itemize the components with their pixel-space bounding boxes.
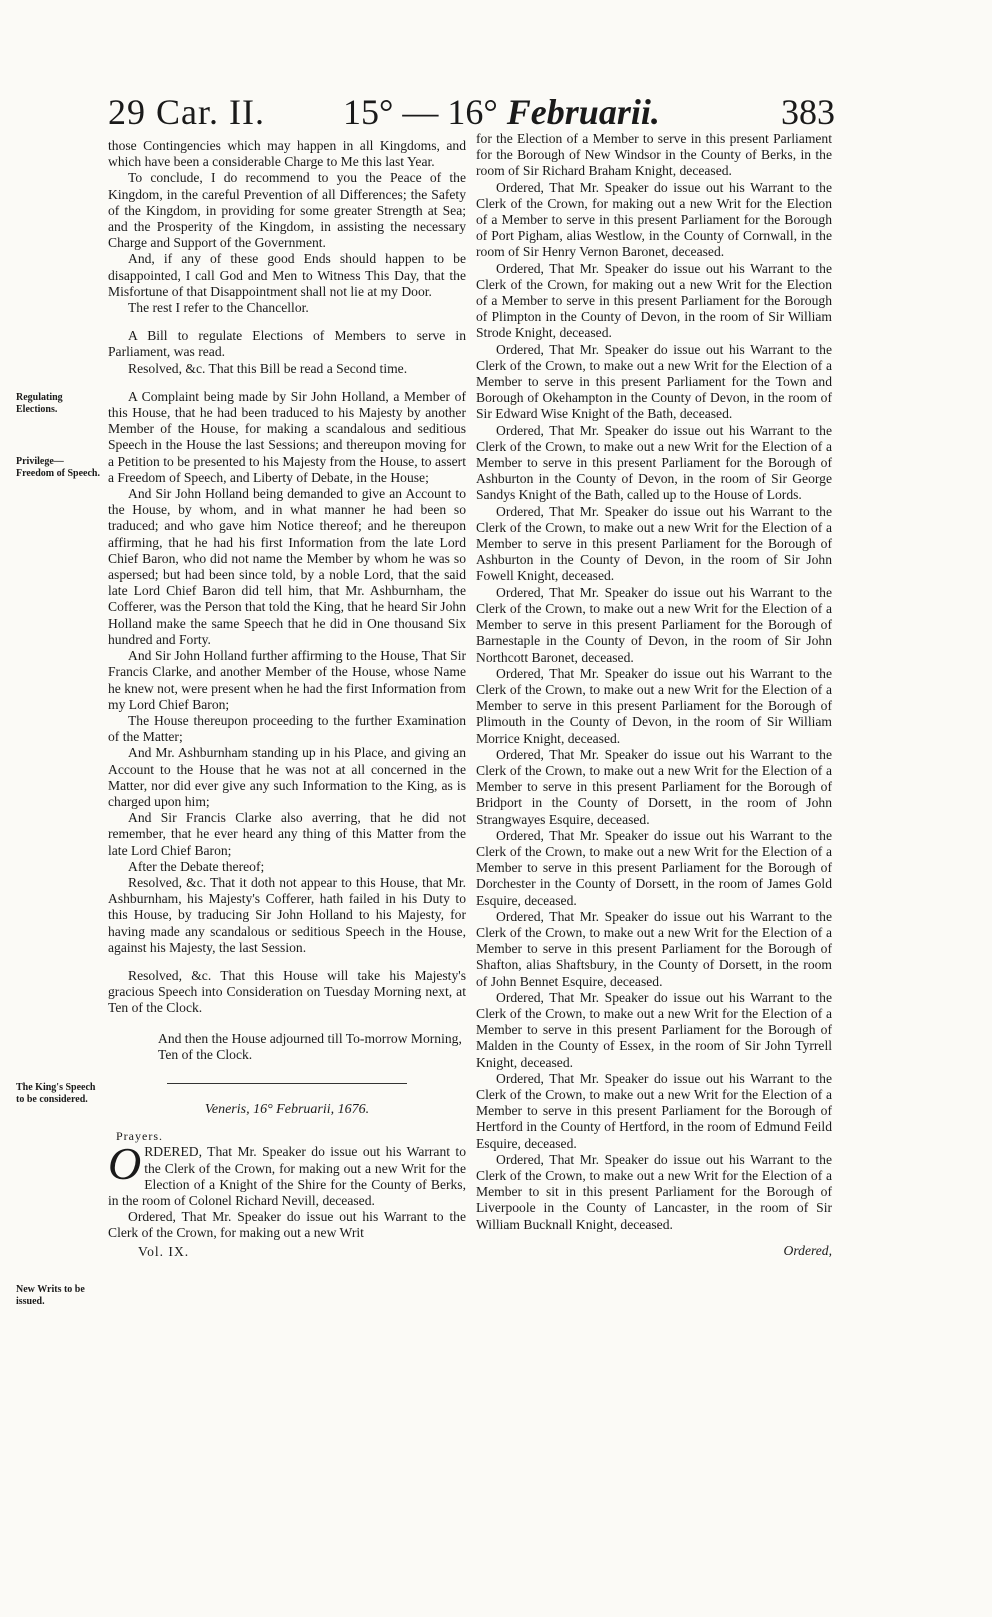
paragraph: those Contingencies which may happen in all Kingdoms, and which have been a considerable Charge to Me this last Year. (108, 138, 466, 170)
margin-note-regulating-elections: Regulating Elections. (16, 392, 63, 415)
paragraph: Ordered, That Mr. Speaker do issue out his Warrant to the Clerk of the Crown, to make out a new Writ for the Election of a Member to serve in this present Parliament for the Borough of Shafton, alias Shaftsbury, in the County of Dorsett, in the room of John Bennet Esquire, deceased. (476, 908, 832, 989)
section-divider (167, 1083, 407, 1084)
paragraph: And Sir John Holland being demanded to give an Account to the House, by whom, and in what manner he had been so traduced; and who gave him Notice thereof; and he thereupon affirming, that he had his first Information from the late Lord Chief Baron, who did not name the Member by whom he was so aspersed; but had been since told, by a noble Lord, that the said late Lord Chief Baron did tell him, that Mr. Ashburnham, the Cofferer, was the Person that told the King, that he heard Sir John Holland make the same Speech that he did in One thousand Six hundred and Forty. (108, 486, 466, 647)
paragraph: Ordered, That Mr. Speaker do issue out his Warrant to the Clerk of the Crown, to make out a new Writ for the Election of a Member to serve in this present Parliament for the Borough of Malden in the County of Essex, in the room of Sir John Tyrrell Knight, deceased. (476, 989, 832, 1070)
paragraph: Ordered, That Mr. Speaker do issue out his Warrant to the Clerk of the Crown, to make out a new Writ for the Election of a Member to serve in this present Parliament for the Borough of Dorchester in the County of Dorsett, in the room of James Gold Esquire, deceased. (476, 827, 832, 908)
adjournment-note: And then the House adjourned till To-morrow Morning, Ten of the Clock. (158, 1030, 462, 1062)
paragraph: for the Election of a Member to serve in this present Parliament for the Borough of New Windsor in the County of Berks, in the room of Sir Richard Braham Knight, deceased. (476, 131, 832, 179)
paragraph: Ordered, That Mr. Speaker do issue out his Warrant to the Clerk of the Crown, to make out a new Writ for the Election of a Member to serve in this present Parliament for the Borough of Barnestaple in the County of Devon, in the room of Sir John Northcott Baronet, deceased. (476, 584, 832, 665)
running-head-month: Februarii. (506, 92, 660, 132)
paragraph: Ordered, That Mr. Speaker do issue out his Warrant to the Clerk of the Crown, to make out a new Writ for the Election of a Member to serve in this present Parliament for the Borough of Bridport in the County of Dorsett, in the room of John Strangwayes Esquire, deceased. (476, 746, 832, 827)
paragraph: Resolved, &c. That it doth not appear to this House, that Mr. Ashburnham, his Majesty's Cofferer, hath failed in his Duty to this House, by traducing Sir John Holland to his Majesty, for having made any scandalous or seditious Speech in the House, against his Majesty, the last Session. (108, 874, 466, 955)
paragraph: And Sir John Holland further affirming to the House, That Sir Francis Clarke, and another Member of the House, whose Name he knew not, were present when he had the first Information from my Lord Chief Baron; (108, 648, 466, 712)
sitting-date-heading: Veneris, 16° Februarii, 1676. (204, 1101, 370, 1117)
running-head-regnal-year: 29 Car. II. (108, 92, 265, 132)
paragraph: And, if any of these good Ends should happen to be disappointed, I call God and Men to Witness This Day, that the Misfortune of that Disappointment shall not lie at my Door. (108, 251, 466, 299)
prayers-heading: Prayers. (116, 1129, 163, 1144)
paragraph-text: RDERED, That Mr. Speaker do issue out his Warrant to the Clerk of the Crown, for making out a new Writ for the Election of a Knight of the Shire for the County of Berks, in the room of Colonel Richard Nevill, deceased. (108, 1144, 466, 1208)
left-column (108, 138, 466, 1260)
paragraph: Ordered, That Mr. Speaker do issue out his Warrant to the Clerk of the Crown, for making out a new Writ for the Election of a Member to serve in this present Parliament for the Borough of Plimpton in the County of Devon, in the room of Sir William Strode Knight, deceased. (476, 260, 832, 341)
paragraph (108, 1138, 466, 1209)
running-head-day-range: 15° — 16° (343, 92, 498, 132)
catchword: Ordered, (783, 1242, 832, 1258)
paragraph: Resolved, &c. That this Bill be read a Second time. (128, 360, 408, 376)
running-head-dates (343, 92, 660, 132)
paragraph: Ordered, That Mr. Speaker do issue out his Warrant to the Clerk of the Crown, to make out a new Writ for the Election of a Member to serve in this present Parliament for the Borough of Ashburton in the County of Devon, in the room of Sir John Fowell Knight, deceased. (476, 503, 832, 584)
paragraph: Ordered, That Mr. Speaker do issue out his Warrant to the Clerk of the Crown, for making out a new Writ (108, 1209, 466, 1241)
paragraph: And Sir Francis Clarke also averring, that he did not remember, that he ever heard any thing of this Matter from the late Lord Chief Baron; (108, 810, 466, 858)
paragraph: And Mr. Ashburnham standing up in his Place, and giving an Account to the House that he was not at all concerned in the Matter, nor did ever give any such Information to the King, as is charged upon him; (108, 745, 466, 809)
paragraph: Resolved, &c. That this House will take his Majesty's gracious Speech into Consideration on Tuesday Morning next, at Ten of the Clock. (108, 967, 466, 1016)
paragraph: Ordered, That Mr. Speaker do issue out his Warrant to the Clerk of the Crown, to make out a new Writ for the Election of a Member to serve in this present Parliament for the Borough of Ashburton in the County of Devon, in the room of Sir George Sandys Knight of the Bath, called up to the House of Lords. (476, 422, 832, 503)
right-column (476, 131, 832, 1259)
margin-note-privilege: Privilege— Freedom of Speech. (16, 456, 100, 479)
paragraph: Ordered, That Mr. Speaker do issue out his Warrant to the Clerk of the Crown, to make out a new Writ for the Election of a Member to serve in this present Parliament for the Borough of Plimouth in the County of Devon, in the room of Sir William Morrice Knight, deceased. (476, 665, 832, 746)
margin-note-kings-speech: The King's Speech to be considered. (16, 1082, 96, 1105)
drop-cap: O (108, 1138, 142, 1190)
paragraph: To conclude, I do recommend to you the Peace of the Kingdom, in the careful Prevention of all Differences; the Safety of the Kingdom, in providing for some greater Strength at Sea; and the Prosperity of the Kingdom, in assisting the necessary Charge and Support of the Government. (108, 170, 466, 251)
margin-note-new-writs: New Writs to be issued. (16, 1284, 85, 1307)
volume-signature: Vol. IX. (138, 1243, 190, 1259)
paragraph: The House thereupon proceeding to the further Examination of the Matter; (108, 712, 466, 745)
paragraph: A Bill to regulate Elections of Members to serve in Parliament, was read. (108, 328, 466, 360)
paragraph: Ordered, That Mr. Speaker do issue out his Warrant to the Clerk of the Crown, to make out a new Writ for the Election of a Member to serve in this present Parliament for the Borough of Hertford in the County of Hertford, in the room of Edmund Feild Esquire, deceased. (476, 1070, 832, 1151)
paragraph: The rest I refer to the Chancellor. (128, 300, 309, 316)
page-number: 383 (781, 92, 835, 132)
paragraph: A Complaint being made by Sir John Holland, a Member of this House, that he had been traduced to his Majesty by another Member of the House, for making a scandalous and seditious Speech in the House the last Sessions; and thereupon moving for a Petition to be presented to his Majesty from the House, to assert a Freedom of Speech, and Liberty of Debate, in the House; (108, 388, 466, 485)
paragraph: Ordered, That Mr. Speaker do issue out his Warrant to the Clerk of the Crown, to make out a new Writ for the Election of a Member to sit in this present Parliament for the Borough of Liverpoole in the County of Lancaster, in the room of Sir William Bucknall Knight, deceased. (476, 1151, 832, 1232)
paragraph: Ordered, That Mr. Speaker do issue out his Warrant to the Clerk of the Crown, to make out a new Writ for the Election of a Member to serve in this present Parliament for the Town and Borough of Okehampton in the County of Devon, in the room of Sir Edward Wise Knight of the Bath, deceased. (476, 341, 832, 422)
paragraph: After the Debate thereof; (128, 858, 265, 874)
paragraph: Ordered, That Mr. Speaker do issue out his Warrant to the Clerk of the Crown, for making out a new Writ for the Election of a Member to serve in this present Parliament for the Borough of Port Pigham, alias Westlow, in the County of Cornwall, in the room of Sir Henry Vernon Baronet, deceased. (476, 179, 832, 260)
